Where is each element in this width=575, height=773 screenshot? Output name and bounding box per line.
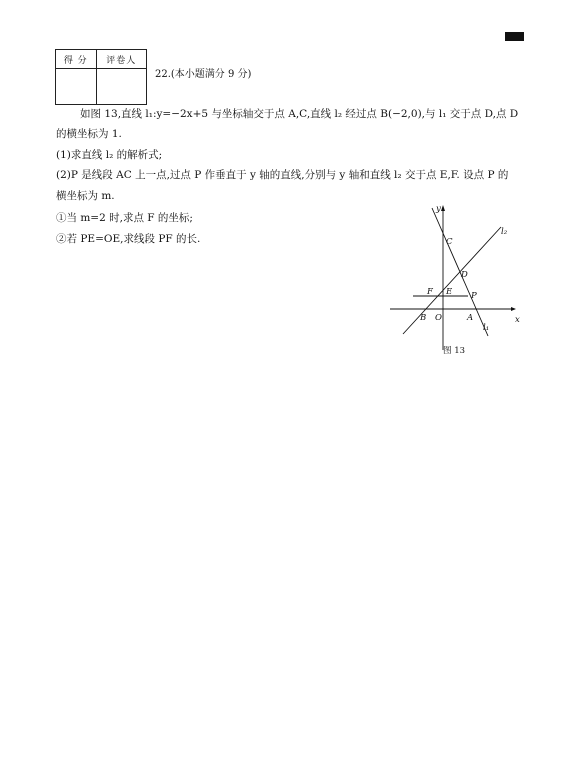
question-part-1: (1)求直线 l₂ 的解析式; <box>56 149 163 161</box>
label-line-l1: l₁ <box>483 323 490 333</box>
question-sub-1: ①当 m=2 时,求点 F 的坐标; <box>56 212 193 224</box>
label-point-d: D <box>461 270 468 280</box>
label-origin-o: O <box>435 313 442 323</box>
score-header: 得 分 <box>56 50 97 69</box>
question-part-2-line-2: 横坐标为 m. <box>56 190 115 202</box>
grader-cell[interactable] <box>96 69 147 105</box>
question-sub-2: ②若 PE=OE,求线段 PF 的长. <box>56 233 201 245</box>
x-axis-arrow <box>511 307 516 311</box>
label-point-f: F <box>427 287 433 297</box>
label-point-c: C <box>446 237 453 247</box>
label-point-e: E <box>446 287 453 297</box>
question-stem-line-2: 的横坐标为 1. <box>56 128 122 140</box>
grader-header: 评卷人 <box>96 50 147 69</box>
label-point-b: B <box>420 313 427 323</box>
score-table <box>55 49 147 105</box>
label-y-axis: y <box>436 204 441 214</box>
label-x-axis: x <box>515 315 520 325</box>
score-cell[interactable] <box>56 69 97 105</box>
corner-registration-mark <box>505 32 524 41</box>
question-header: 22.(本小题满分 9 分) <box>155 69 252 80</box>
figure-caption: 图 13 <box>443 346 466 356</box>
label-line-l2: l₂ <box>501 227 508 237</box>
question-part-2-line-1: (2)P 是线段 AC 上一点,过点 P 作垂直于 y 轴的直线,分别与 y 轴和直线 l₂ 交于点 E,F. 设点 P 的 <box>56 169 509 181</box>
label-point-a: A <box>467 313 474 323</box>
figure-13-coordinate-diagram <box>385 200 525 360</box>
label-point-p: P <box>471 291 477 301</box>
y-axis-arrow <box>441 205 445 211</box>
question-stem-line-1: 如图 13,直线 l₁:y=−2x+5 与坐标轴交于点 A,C,直线 l₂ 经过点 B(−2,0),与 l₁ 交于点 D,点 D <box>80 108 519 120</box>
